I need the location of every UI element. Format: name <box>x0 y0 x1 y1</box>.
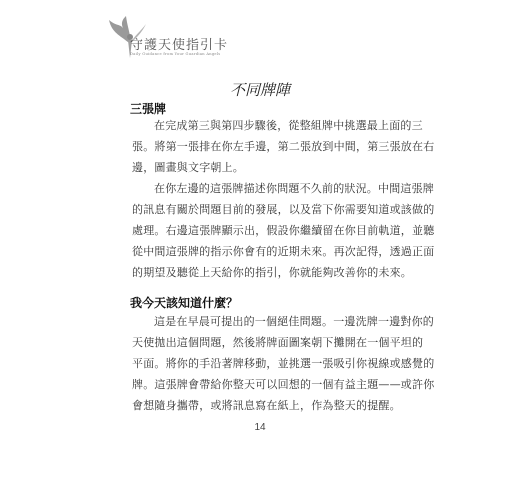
text-line: 在你左邊的這張牌描述你問題不久前的狀況。中間這張牌 <box>154 182 434 195</box>
text-line: 這是在早晨可提出的一個絕佳問題。一邊洗牌一邊對你的 <box>154 315 434 328</box>
text-line: 在完成第三與第四步驟後，從整組牌中挑選最上面的三 <box>154 119 423 132</box>
text-line: 平面。將你的手沿著牌移動，並挑選一張吸引你視線或感覺的 <box>132 357 435 370</box>
text-line: 張。將第一張排在你左手邊，第二張放到中間，第三張放在右 <box>132 140 435 153</box>
text-line: 會想隨身攜帶，或將訊息寫在紙上，作為整天的提醒。 <box>132 399 401 412</box>
text-line: 處理。右邊這張牌顯示出，假設你繼續留在你目前軌道，並聽 <box>132 224 435 237</box>
logo-subtitle: Daily Guidance from Your Guardian Angels <box>130 52 221 56</box>
text-line: 牌。這張牌會帶給你整天可以回想的一個有益主題——或許你 <box>132 378 435 391</box>
paragraph <box>132 178 435 283</box>
page-title: 不同牌陣 <box>229 81 290 99</box>
section-heading-three-cards: 三張牌 <box>130 102 167 116</box>
page-number: 14 <box>254 422 266 433</box>
text-line: 邊，圖畫與文字朝上。 <box>132 161 244 174</box>
text-line: 從中間這張牌的指示你會有的近期未來。再次記得，透過正面 <box>132 245 435 258</box>
header-logo <box>104 14 229 64</box>
logo-title: 守護天使指引卡 <box>130 38 229 53</box>
text-line: 的期望及聽從上天給你的指引，你就能夠改善你的未來。 <box>132 266 412 279</box>
section-heading-what-to-know: 我今天該知道什麼？ <box>130 296 239 310</box>
text-line: 天使拋出這個問題，然後將牌面圖案朝下攤開在一個平坦的 <box>132 336 424 349</box>
paragraph <box>132 115 435 178</box>
paragraph <box>132 311 435 416</box>
text-line: 的訊息有關於問題目前的發展，以及當下你需要知道或該做的 <box>132 203 435 216</box>
